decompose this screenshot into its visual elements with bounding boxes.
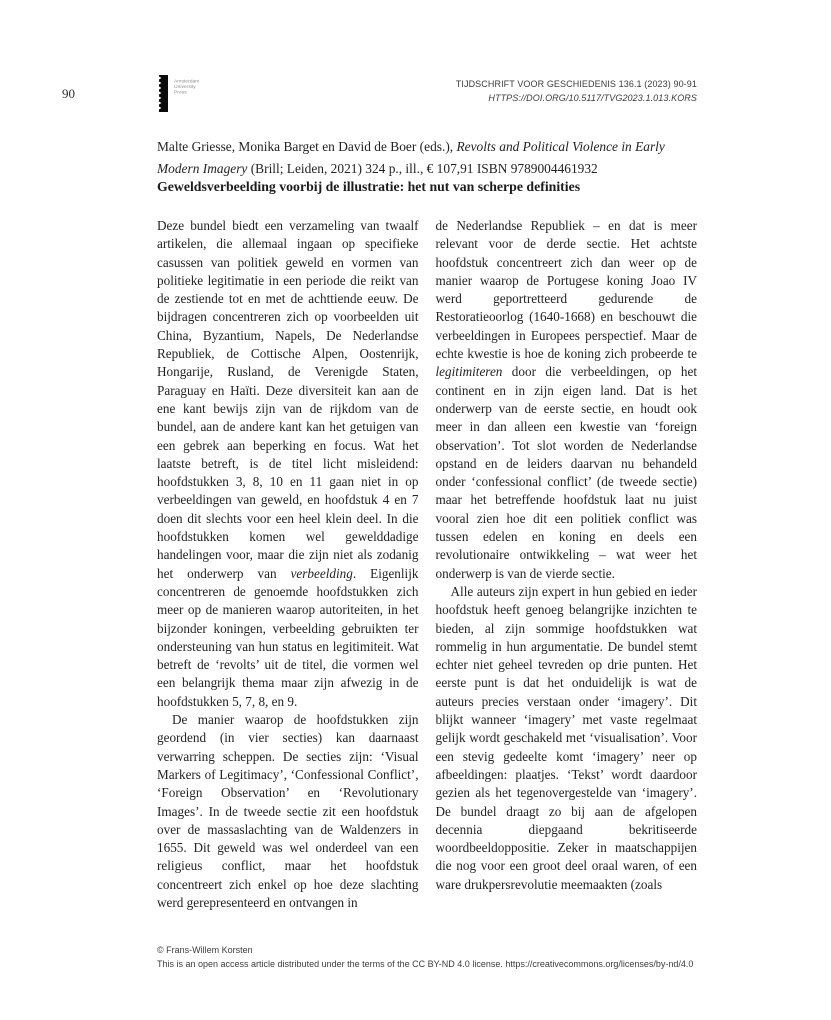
text-run: . Eigenlijk concentreren de genoemde hoofdstukken zich meer op de manieren waarop autoriteiten, in het bijzonder koningen, verbeelding gebruikten ter ondersteuning van hun status en legitimiteit. Wat betreft de ‘revolts’ uit de titel, die vormen wel een belangrijk thema maar zijn afwezig in de hoofdstukken 5, 7, 8, en 9.	[157, 565, 419, 709]
article-title: Geweldsverbeelding voorbij de illustratie: het nut van scherpe definities	[157, 179, 581, 194]
journal-issue-line: TIJDSCHRIFT VOOR GESCHIEDENIS 136.1 (2023) 90-91	[455, 79, 697, 89]
italic-text: legitimiteren	[435, 364, 503, 380]
doi-line: HTTPS://DOI.ORG/10.5117/TVG2023.1.013.KORS	[488, 92, 697, 103]
left-column	[157, 217, 419, 912]
page-footer	[157, 944, 757, 971]
text-run: Malte Griesse, Monika Barget en David de Boer (eds.),	[157, 139, 457, 155]
text-run: (Brill; Leiden, 2021) 324 p., ill., € 107,91 ISBN 9789004461932	[247, 160, 598, 176]
page-header	[157, 75, 697, 112]
book-citation	[157, 136, 694, 179]
logo-line-3: Press	[174, 89, 187, 95]
logo-line-1: Amsterdam	[174, 78, 200, 84]
body-paragraph	[157, 711, 419, 912]
italic-text: Revolts and Political Violence in Early Modern Imagery	[157, 139, 665, 176]
text-run: Alle auteurs zijn expert in hun gebied en ieder hoofdstuk heeft genoeg belangrijke inzichten te bieden, al zijn sommige hoofdstukken wat rommelig in hun argumentatie. De bundel stemt echter niet geheel tevreden op drie punten. Het eerste punt is dat het onduidelijk is wat de auteurs precies verstaan onder ‘imagery’. Dit blijkt wanneer ‘imagery’ met vaste regelmaat gelijk wordt geschakeld met ‘visualisation’. Voor een stevig gedeelte komt ‘imagery’ neer op afbeeldingen: plaatjes. ‘Tekst’ wordt daardoor gezien als het tegenovergestelde van ‘imagery’. De bundel draagt zo bij aan de afgelopen decennia diepgaand bekritiseerde woordbeeldoppositie. Zeker in maatschappijen die nog voor een groot deel oraal waren, of een ware drukpersrevolutie meemaakten (zoals	[435, 583, 697, 892]
text-run: Deze bundel biedt een verzameling van twaalf artikelen, die allemaal ingaan op specifieke casussen van politiek geweld en vormen van politieke legitimatie in een periode die reikt van de zestiende tot en met de achttiende eeuw. De bijdragen concentreren zich op voorbeelden uit China, Byzantium, Napels, De Nederlandse Republiek, de Cottische Alpen, Oostenrijk, Hongarije, Rusland, de Verenigde Staten, Paraguay en Haïti. Deze diversiteit kan aan de ene kant bewijs zijn van de rijkdom van de bundel, aan de andere kant kan het getuigen van een gebrek aan beperking en focus. Wat het laatste betreft, is de titel licht misleidend: hoofdstukken 3, 8, 10 en 11 gaan niet in op verbeeldingen van geweld, en hoofdstuk 4 en 7 doen dit slechts voor een heel klein deel. In die hoofdstukken komen wel gewelddadige handelingen voor, maar die zijn niet als zodanig het onderwerp van	[157, 218, 419, 581]
journal-metadata	[456, 78, 697, 105]
text-run: de Nederlandse Republiek – en dat is meer relevant voor de derde sectie. Het achtste hoofdstuk concentreert zich dan weer op de manier waarop de Portugese koning Joao IV werd geportretteerd gedurende de Restoratieoorlog (1640-1668) en beschouwt die verbeeldingen in Europees perspectief. Maar de echte kwestie is hoe de koning zich probeerde te	[435, 218, 697, 362]
amsterdam-university-press-logo	[157, 75, 215, 112]
publisher-logo-text	[174, 78, 199, 95]
article-body	[157, 217, 697, 912]
body-paragraph	[436, 217, 698, 583]
right-column	[436, 217, 698, 912]
copyright-line: © Frans-Willem Korsten	[157, 945, 253, 955]
text-run: De manier waarop de hoofdstukken zijn geordend (in vier secties) kan daarnaast verwarring scheppen. De secties zijn: ‘Visual Markers of Legitimacy’, ‘Confessional Conflict’, ‘Foreign Observation’ en ‘Revolutionary Images’. In de tweede sectie zit een hoofdstuk over de massaslachting van de Waldenzers in 1655. Dit geweld was wel onderdeel van een religieus conflict, maar het hoofdstuk concentreert zich enkel op hoe deze slachting werd gerepresenteerd en ontvangen in	[157, 712, 419, 910]
page-number: 90	[62, 86, 75, 101]
logo-line-2: University	[174, 83, 196, 90]
body-paragraph	[436, 583, 698, 894]
italic-text: verbeelding	[290, 565, 353, 581]
body-paragraph	[157, 217, 419, 711]
text-run: door die verbeeldingen, op het continent en in zijn eigen land. Dat is het onderwerp van de eerste sectie, en houdt ook meer in dan alleen een kwestie van ‘foreign observation’. Tot slot worden de Nederlandse opstand en de leiders daarvan nu behandeld onder ‘confessional conflict’ (de tweede sectie) maar het betreffende hoofdstuk laat nu juist vooral zien hoe dit een politiek conflict was tussen edelen en koning en deels een revolutionaire ontwikkeling – wat weer het onderwerp is van de vierde sectie.	[435, 364, 697, 581]
publisher-logo-icon	[157, 75, 168, 112]
license-line: This is an open access article distributed under the terms of the CC BY-ND 4.0 license. https://creativecommons.org/licenses/by-nd/4.0	[157, 958, 694, 969]
